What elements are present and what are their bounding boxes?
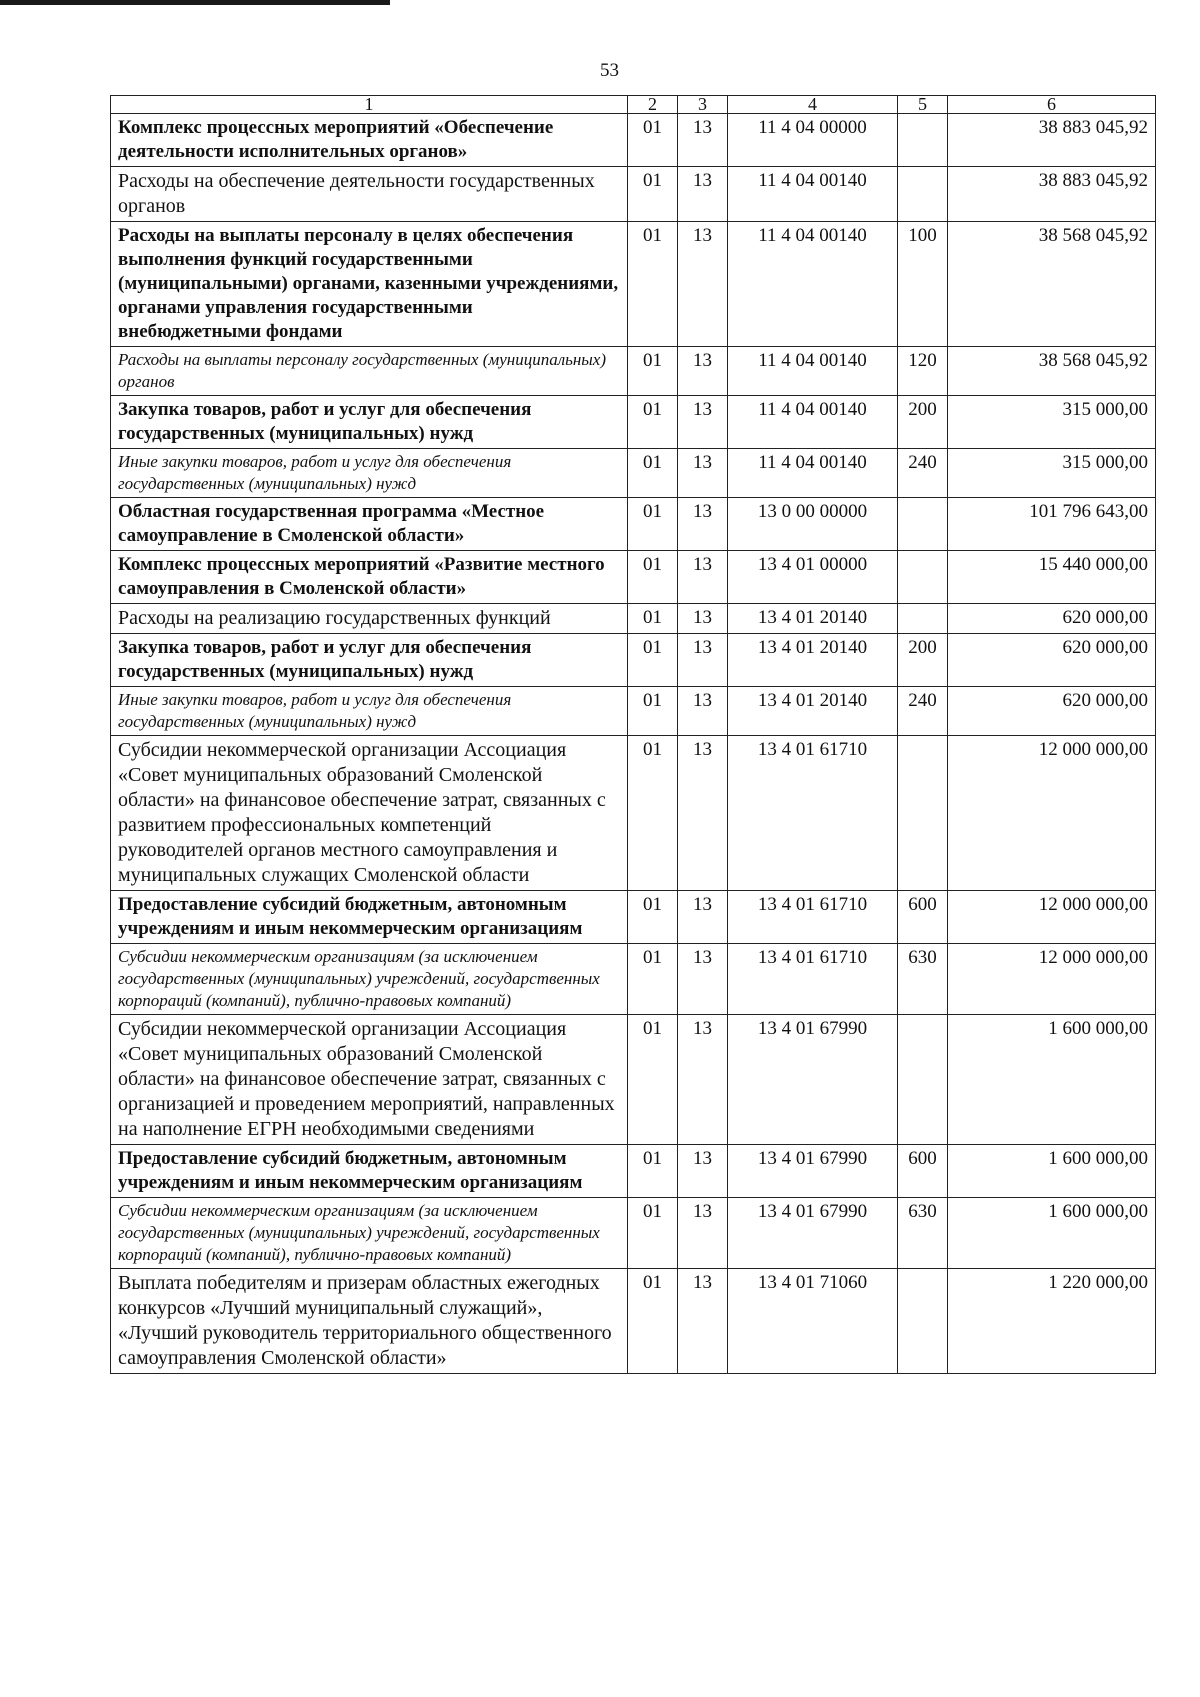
page-number: 53 — [600, 60, 619, 81]
section-cell: 01 — [628, 551, 678, 604]
target-code-cell: 13 4 01 71060 — [728, 1269, 898, 1374]
section-cell: 01 — [628, 891, 678, 944]
amount-cell: 1 600 000,00 — [948, 1145, 1156, 1198]
section-cell: 01 — [628, 604, 678, 634]
header-cell: 1 — [111, 96, 628, 114]
section-cell: 01 — [628, 449, 678, 498]
section-cell: 01 — [628, 944, 678, 1015]
subsection-cell: 13 — [678, 944, 728, 1015]
amount-cell: 38 568 045,92 — [948, 222, 1156, 347]
subsection-cell: 13 — [678, 396, 728, 449]
row-name-cell: Субсидии некоммерческим организациям (за исключением государственных (муниципальных) учреждений, государственных корпораций (компаний), публично-правовых компаний) — [111, 1198, 628, 1269]
row-name-cell: Выплата победителям и призерам областных ежегодных конкурсов «Лучший муниципальный служащий», «Лучший руководитель территориального общественного самоуправления Смоленской области» — [111, 1269, 628, 1374]
amount-cell: 620 000,00 — [948, 687, 1156, 736]
table-row — [111, 634, 1156, 687]
table-row — [111, 114, 1156, 167]
amount-cell: 1 600 000,00 — [948, 1015, 1156, 1145]
amount-cell: 12 000 000,00 — [948, 944, 1156, 1015]
row-name-cell: Субсидии некоммерческим организациям (за исключением государственных (муниципальных) учреждений, государственных корпораций (компаний), публично-правовых компаний) — [111, 944, 628, 1015]
table-row — [111, 604, 1156, 634]
section-cell: 01 — [628, 396, 678, 449]
expense-type-cell — [898, 114, 948, 167]
table-row — [111, 687, 1156, 736]
section-cell: 01 — [628, 1269, 678, 1374]
row-name-cell: Предоставление субсидий бюджетным, автономным учреждениям и иным некоммерческим организациям — [111, 891, 628, 944]
subsection-cell: 13 — [678, 1015, 728, 1145]
target-code-cell: 11 4 04 00140 — [728, 396, 898, 449]
subsection-cell: 13 — [678, 604, 728, 634]
section-cell: 01 — [628, 634, 678, 687]
table-row — [111, 449, 1156, 498]
table-row — [111, 498, 1156, 551]
subsection-cell: 13 — [678, 1145, 728, 1198]
row-name-cell: Иные закупки товаров, работ и услуг для обеспечения государственных (муниципальных) нужд — [111, 449, 628, 498]
target-code-cell: 11 4 04 00000 — [728, 114, 898, 167]
target-code-cell: 13 4 01 67990 — [728, 1145, 898, 1198]
table-row — [111, 1269, 1156, 1374]
row-name-cell: Комплекс процессных мероприятий «Обеспечение деятельности исполнительных органов» — [111, 114, 628, 167]
scan-edge — [0, 0, 390, 5]
target-code-cell: 13 4 01 61710 — [728, 944, 898, 1015]
row-name-cell: Расходы на выплаты персоналу в целях обеспечения выполнения функций государственными (муниципальными) органами, казенными учреждениями, органами управления государственными внебюджетными фондами — [111, 222, 628, 347]
row-name-cell: Областная государственная программа «Местное самоуправление в Смоленской области» — [111, 498, 628, 551]
row-name-cell: Расходы на обеспечение деятельности государственных органов — [111, 167, 628, 222]
subsection-cell: 13 — [678, 1269, 728, 1374]
target-code-cell: 13 4 01 20140 — [728, 604, 898, 634]
amount-cell: 101 796 643,00 — [948, 498, 1156, 551]
amount-cell: 12 000 000,00 — [948, 891, 1156, 944]
header-cell: 4 — [728, 96, 898, 114]
table-row — [111, 1198, 1156, 1269]
section-cell: 01 — [628, 498, 678, 551]
expense-type-cell: 240 — [898, 449, 948, 498]
expense-type-cell: 240 — [898, 687, 948, 736]
subsection-cell: 13 — [678, 551, 728, 604]
target-code-cell: 11 4 04 00140 — [728, 449, 898, 498]
header-row — [111, 96, 1156, 114]
expense-type-cell — [898, 736, 948, 891]
amount-cell: 15 440 000,00 — [948, 551, 1156, 604]
subsection-cell: 13 — [678, 449, 728, 498]
section-cell: 01 — [628, 347, 678, 396]
subsection-cell: 13 — [678, 891, 728, 944]
expense-type-cell: 600 — [898, 891, 948, 944]
section-cell: 01 — [628, 167, 678, 222]
amount-cell: 315 000,00 — [948, 449, 1156, 498]
header-cell: 3 — [678, 96, 728, 114]
expense-type-cell: 630 — [898, 944, 948, 1015]
header-cell: 2 — [628, 96, 678, 114]
table-row — [111, 396, 1156, 449]
expense-type-cell — [898, 551, 948, 604]
amount-cell: 38 883 045,92 — [948, 167, 1156, 222]
expense-type-cell — [898, 1269, 948, 1374]
subsection-cell: 13 — [678, 736, 728, 891]
expense-type-cell: 200 — [898, 634, 948, 687]
table-row — [111, 1015, 1156, 1145]
target-code-cell: 13 0 00 00000 — [728, 498, 898, 551]
table-row — [111, 222, 1156, 347]
row-name-cell: Расходы на реализацию государственных функций — [111, 604, 628, 634]
subsection-cell: 13 — [678, 687, 728, 736]
amount-cell: 620 000,00 — [948, 634, 1156, 687]
subsection-cell: 13 — [678, 167, 728, 222]
row-name-cell: Субсидии некоммерческой организации Ассоциация «Совет муниципальных образований Смоленской области» на финансовое обеспечение затрат, связанных с развитием профессиональных компетенций руководителей органов местного самоуправления и муниципальных служащих Смоленской области — [111, 736, 628, 891]
row-name-cell: Расходы на выплаты персоналу государственных (муниципальных) органов — [111, 347, 628, 396]
target-code-cell: 13 4 01 00000 — [728, 551, 898, 604]
row-name-cell: Комплекс процессных мероприятий «Развитие местного самоуправления в Смоленской области» — [111, 551, 628, 604]
table-row — [111, 1145, 1156, 1198]
amount-cell: 1 600 000,00 — [948, 1198, 1156, 1269]
amount-cell: 315 000,00 — [948, 396, 1156, 449]
amount-cell: 38 568 045,92 — [948, 347, 1156, 396]
subsection-cell: 13 — [678, 1198, 728, 1269]
target-code-cell: 13 4 01 67990 — [728, 1198, 898, 1269]
expense-type-cell: 200 — [898, 396, 948, 449]
expense-type-cell — [898, 1015, 948, 1145]
amount-cell: 12 000 000,00 — [948, 736, 1156, 891]
subsection-cell: 13 — [678, 347, 728, 396]
expense-type-cell — [898, 604, 948, 634]
row-name-cell: Закупка товаров, работ и услуг для обеспечения государственных (муниципальных) нужд — [111, 634, 628, 687]
target-code-cell: 13 4 01 20140 — [728, 687, 898, 736]
table-row — [111, 891, 1156, 944]
target-code-cell: 11 4 04 00140 — [728, 167, 898, 222]
table-row — [111, 944, 1156, 1015]
subsection-cell: 13 — [678, 634, 728, 687]
expense-type-cell — [898, 498, 948, 551]
section-cell: 01 — [628, 736, 678, 891]
section-cell: 01 — [628, 1198, 678, 1269]
table-row — [111, 167, 1156, 222]
table-row — [111, 736, 1156, 891]
section-cell: 01 — [628, 1015, 678, 1145]
section-cell: 01 — [628, 114, 678, 167]
subsection-cell: 13 — [678, 498, 728, 551]
amount-cell: 620 000,00 — [948, 604, 1156, 634]
budget-table — [110, 95, 1156, 1374]
target-code-cell: 13 4 01 61710 — [728, 891, 898, 944]
expense-type-cell: 100 — [898, 222, 948, 347]
header-cell: 6 — [948, 96, 1156, 114]
amount-cell: 1 220 000,00 — [948, 1269, 1156, 1374]
header-cell: 5 — [898, 96, 948, 114]
amount-cell: 38 883 045,92 — [948, 114, 1156, 167]
section-cell: 01 — [628, 1145, 678, 1198]
section-cell: 01 — [628, 687, 678, 736]
expense-type-cell — [898, 167, 948, 222]
row-name-cell: Предоставление субсидий бюджетным, автономным учреждениям и иным некоммерческим организациям — [111, 1145, 628, 1198]
target-code-cell: 13 4 01 67990 — [728, 1015, 898, 1145]
target-code-cell: 13 4 01 20140 — [728, 634, 898, 687]
subsection-cell: 13 — [678, 114, 728, 167]
expense-type-cell: 120 — [898, 347, 948, 396]
expense-type-cell: 600 — [898, 1145, 948, 1198]
target-code-cell: 11 4 04 00140 — [728, 222, 898, 347]
row-name-cell: Субсидии некоммерческой организации Ассоциация «Совет муниципальных образований Смоленской области» на финансовое обеспечение затрат, связанных с организацией и проведением мероприятий, направленных на наполнение ЕГРН необходимыми сведениями — [111, 1015, 628, 1145]
table-row — [111, 347, 1156, 396]
subsection-cell: 13 — [678, 222, 728, 347]
section-cell: 01 — [628, 222, 678, 347]
row-name-cell: Закупка товаров, работ и услуг для обеспечения государственных (муниципальных) нужд — [111, 396, 628, 449]
table-row — [111, 551, 1156, 604]
target-code-cell: 11 4 04 00140 — [728, 347, 898, 396]
row-name-cell: Иные закупки товаров, работ и услуг для обеспечения государственных (муниципальных) нужд — [111, 687, 628, 736]
expense-type-cell: 630 — [898, 1198, 948, 1269]
target-code-cell: 13 4 01 61710 — [728, 736, 898, 891]
